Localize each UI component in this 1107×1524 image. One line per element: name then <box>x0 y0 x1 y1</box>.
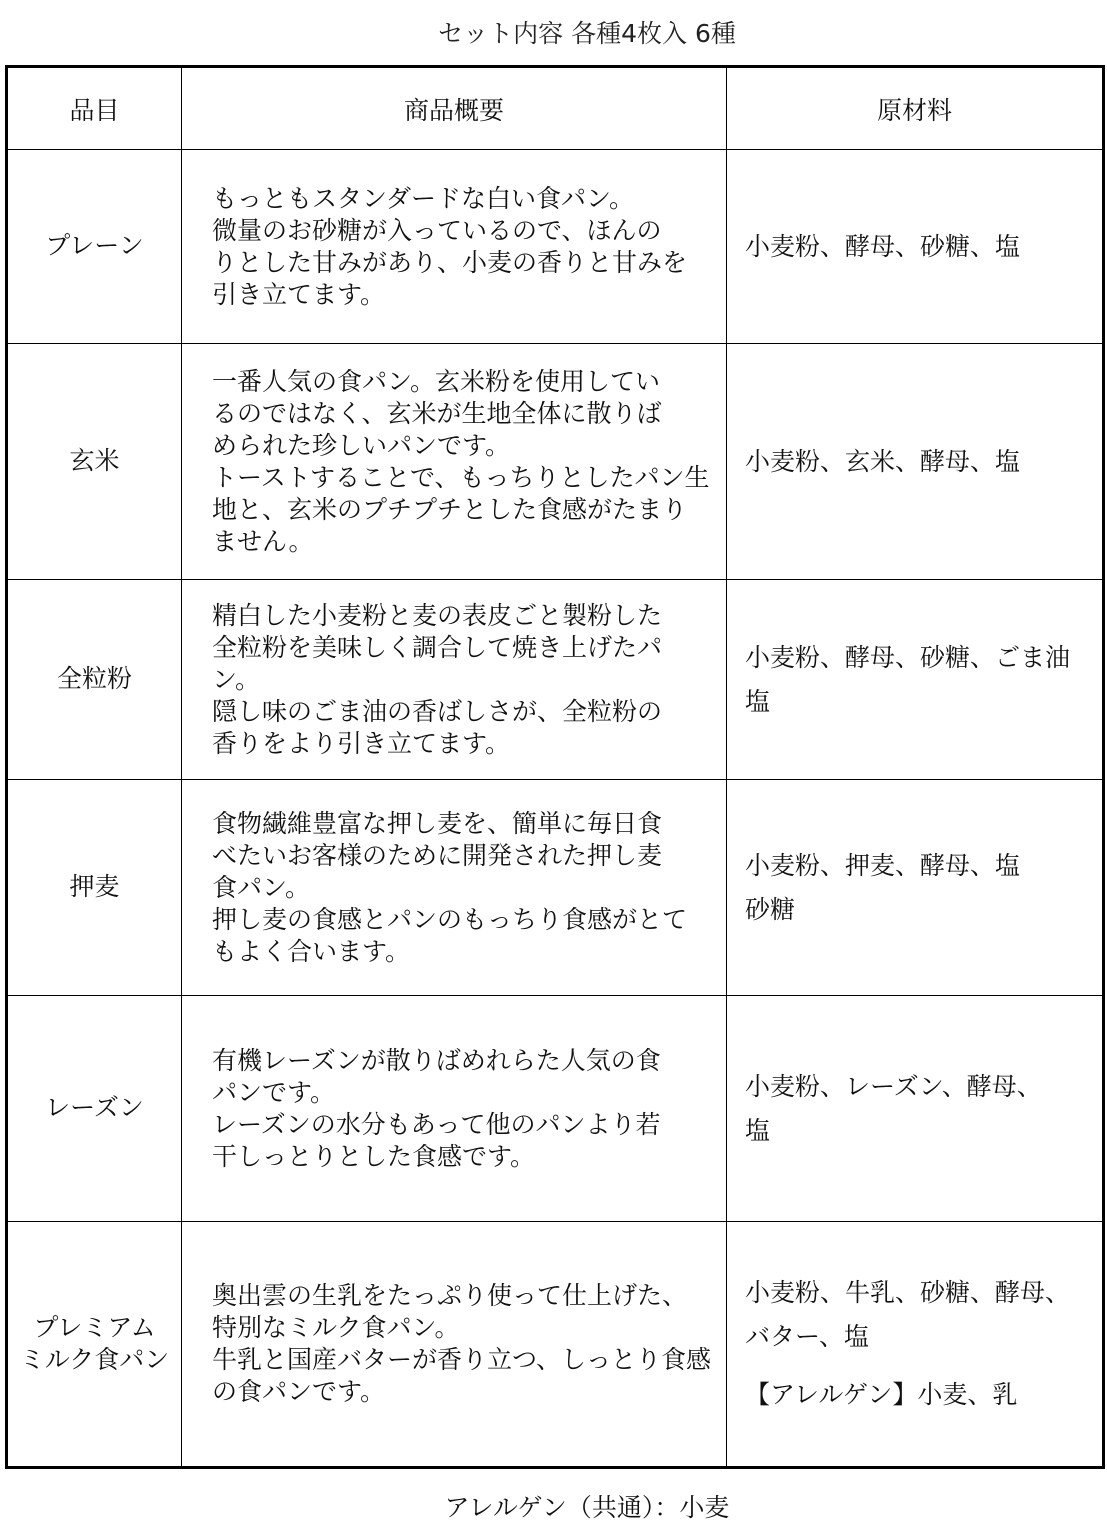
summary-line: ません。 <box>212 526 314 556</box>
product-name <box>7 150 182 344</box>
table-header-row <box>7 67 1104 150</box>
product-name-line: 全粒粉 <box>56 664 132 694</box>
product-ingredients <box>727 996 1104 1222</box>
ingredient-line: 小麦粉、牛乳、砂糖、酵母、 <box>745 1278 1071 1307</box>
product-summary <box>182 996 727 1222</box>
summary-line: 食パン。 <box>212 872 311 902</box>
summary-line: 有機レーズンが散りばめれらた人気の食 <box>212 1045 661 1075</box>
summary-line: レーズンの水分もあって他のパンより若 <box>212 1109 661 1139</box>
summary-line: 食物繊維豊富な押し麦を、簡単に毎日食 <box>212 808 663 838</box>
product-name <box>7 344 182 580</box>
ingredient-line: バター、塩 <box>745 1322 870 1351</box>
product-name-line: 押麦 <box>69 872 120 902</box>
product-summary <box>182 580 727 780</box>
table-row <box>7 996 1104 1222</box>
table-row <box>7 150 1104 344</box>
product-ingredients <box>727 580 1104 780</box>
table-row <box>7 780 1104 996</box>
summary-line: 隠し味のごま油の香ばしさが、全粒粉の <box>212 696 663 726</box>
summary-line: の食パンです。 <box>212 1377 386 1406</box>
product-name <box>7 780 182 996</box>
summary-line: 微量のお砂糖が入っているので、ほんの <box>212 215 662 245</box>
product-name <box>7 996 182 1222</box>
product-name <box>7 580 182 780</box>
ingredient-line: 塩 <box>745 1115 771 1145</box>
product-ingredients <box>727 150 1104 344</box>
ingredient-line: 砂糖 <box>745 894 796 924</box>
header-item: 品目 <box>7 67 182 150</box>
summary-line: 全粒粉を美味しく調合して焼き上げたパ <box>212 632 663 662</box>
product-summary <box>182 780 727 996</box>
summary-line: パンです。 <box>212 1077 336 1107</box>
product-ingredients <box>727 344 1104 580</box>
product-name-line: プレーン <box>45 231 144 261</box>
summary-line: 引き立てます。 <box>212 279 386 309</box>
common-allergen-note: アレルゲン（共通）：小麦 <box>444 1493 730 1522</box>
allergen-note: 【アレルゲン】小麦、乳 <box>745 1380 1018 1409</box>
product-summary <box>182 1222 727 1468</box>
summary-line: 干しっとりとした食感です。 <box>212 1141 536 1171</box>
summary-line: 香りをより引き立てます。 <box>212 728 511 758</box>
page-title: セット内容 各種4枚入 6種 <box>438 19 736 48</box>
ingredient-line: 小麦粉、酵母、砂糖、ごま油 <box>745 642 1071 672</box>
ingredient-line: 小麦粉、レーズン、酵母、 <box>745 1071 1042 1101</box>
header-ingredients: 原材料 <box>727 67 1104 150</box>
summary-line: もっともスタンダードな白い食パン。 <box>212 183 635 213</box>
summary-line: 一番人気の食パン。玄米粉を使用してい <box>212 366 661 396</box>
header-summary: 商品概要 <box>182 67 727 150</box>
summary-line: もよく合います。 <box>212 936 411 966</box>
product-name-line: レーズン <box>45 1093 144 1123</box>
ingredient-line: 塩 <box>745 686 771 716</box>
table-row <box>7 344 1104 580</box>
summary-line: べたいお客様のために開発された押し麦 <box>212 840 663 870</box>
table-row <box>7 1222 1104 1468</box>
table-row <box>7 580 1104 780</box>
summary-line: りとした甘みがあり、小麦の香りと甘みを <box>212 247 688 277</box>
summary-line: 特別なミルク食パン。 <box>212 1313 460 1342</box>
summary-line: 精白した小麦粉と麦の表皮ごと製粉した <box>212 600 663 630</box>
product-name <box>7 1222 182 1468</box>
summary-line: ン。 <box>212 664 261 694</box>
product-ingredients <box>727 780 1104 996</box>
summary-line: 押し麦の食感とパンのもっちり食感がとて <box>212 904 688 934</box>
product-name-line: プレミアム <box>33 1312 156 1342</box>
product-summary <box>182 150 727 344</box>
ingredient-line: 小麦粉、押麦、酵母、塩 <box>745 850 1021 880</box>
summary-line: 地と、玄米のプチプチとした食感がたまり <box>212 494 688 524</box>
product-table <box>5 65 1105 1469</box>
summary-line: められた珍しいパンです。 <box>212 430 511 460</box>
product-summary <box>182 344 727 580</box>
product-name-line: 玄米 <box>69 446 120 476</box>
summary-line: トーストすることで、もっちりとしたパン生 <box>212 462 710 492</box>
ingredient-line: 小麦粉、玄米、酵母、塩 <box>745 446 1021 476</box>
summary-line: るのではなく、玄米が生地全体に散りば <box>212 398 662 428</box>
product-ingredients <box>727 1222 1104 1468</box>
ingredient-line: 小麦粉、酵母、砂糖、塩 <box>745 231 1021 261</box>
product-name-line: ミルク食パン <box>19 1345 170 1374</box>
summary-line: 牛乳と国産バターが香り立つ、しっとり食感 <box>212 1345 712 1374</box>
summary-line: 奥出雲の生乳をたっぷり使って仕上げた、 <box>212 1281 688 1310</box>
